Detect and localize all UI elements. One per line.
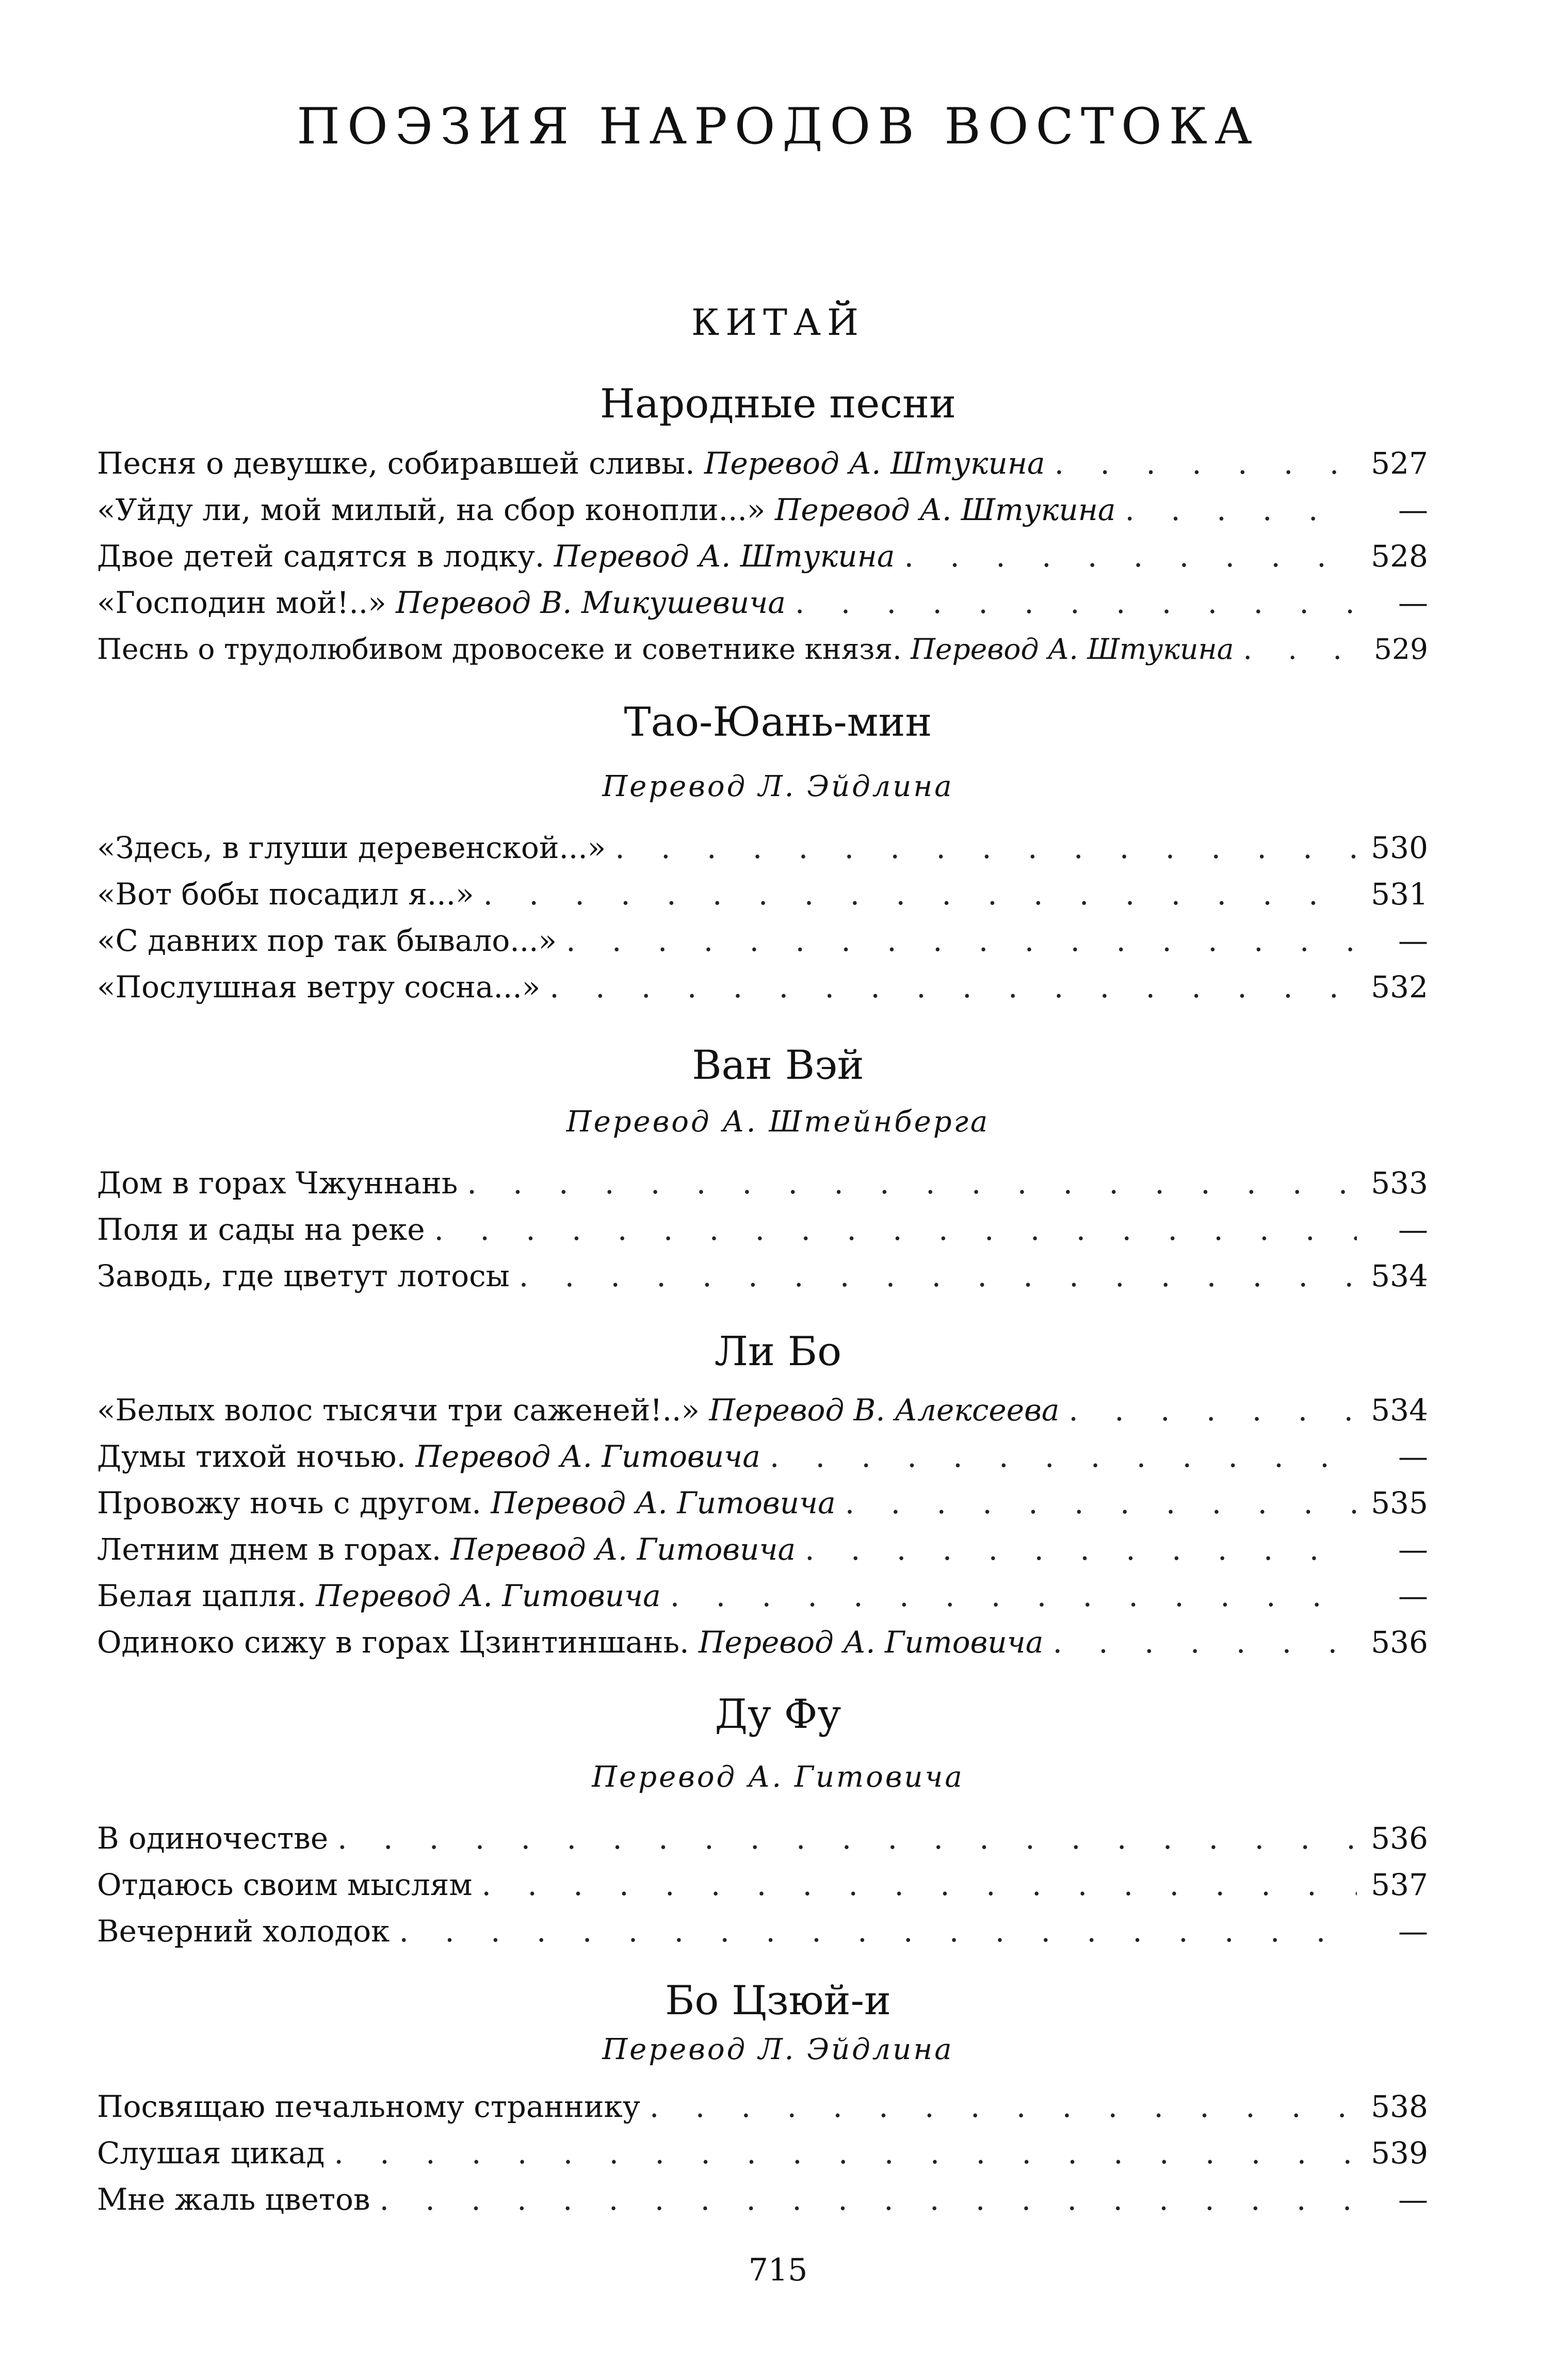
toc-entry — [97, 1209, 1428, 1250]
dot-leader — [549, 966, 1357, 1008]
entry-page: — — [1398, 1914, 1428, 1949]
entry-translation: Перевод А. Гитовича — [491, 1485, 836, 1520]
entry-title: «Здесь, в глуши деревенской...» — [97, 830, 606, 865]
group-translator: Перевод Л. Эйдлина — [602, 2033, 954, 2066]
dot-leader — [1052, 1622, 1357, 1663]
entry-page: 528 — [1371, 539, 1428, 574]
group-heading: Бо Цзюй-и — [665, 1978, 891, 2024]
entry-translation: Перевод А. Штукина — [704, 446, 1045, 481]
group-heading: Ду Фу — [715, 1691, 841, 1738]
entry-page: 529 — [1374, 633, 1428, 666]
entry-title: Посвящаю печальному страннику — [97, 2089, 640, 2124]
group-translator: Перевод Л. Эйдлина — [602, 770, 954, 803]
toc-entry — [97, 628, 1428, 670]
toc-entry — [97, 2179, 1428, 2220]
entry-title: Провожу ночь с другом. — [97, 1485, 481, 1520]
entry-page: — — [1398, 585, 1428, 620]
dot-leader — [904, 536, 1357, 577]
entry-page: 532 — [1371, 969, 1428, 1005]
toc-entry — [97, 1622, 1428, 1663]
group-translator: Перевод А. Штейнберга — [566, 1105, 990, 1139]
entry-title: Мне жаль цветов — [97, 2182, 370, 2217]
entry-title: Слушая цикад — [97, 2135, 325, 2171]
toc-entry — [97, 489, 1428, 530]
entry-page: — — [1398, 923, 1428, 958]
entry-translation: Перевод А. Штукина — [774, 492, 1116, 527]
dot-leader — [566, 920, 1357, 961]
dot-leader — [467, 1162, 1357, 1204]
entry-title: Белая цапля. — [97, 1578, 306, 1613]
entry-title: Поля и сады на реке — [97, 1212, 425, 1247]
toc-entry — [97, 2086, 1428, 2127]
dot-leader — [399, 1911, 1357, 1952]
entry-page: — — [1398, 1532, 1428, 1567]
toc-entry — [97, 966, 1428, 1008]
entry-title: Вечерний холодок — [97, 1914, 390, 1949]
group-heading: Тао-Юань-мин — [624, 699, 932, 746]
entry-title: Одиноко сижу в горах Цзинтиншань. — [97, 1625, 689, 1660]
group-heading: Народные песни — [599, 381, 957, 427]
dot-leader — [519, 1255, 1357, 1297]
entry-translation: Перевод А. Гитовича — [415, 1439, 760, 1474]
toc-entry — [97, 536, 1428, 577]
dot-leader — [615, 827, 1357, 868]
toc-entry — [97, 827, 1428, 868]
toc-entry — [97, 1529, 1428, 1570]
entry-title: «Уйду ли, мой милый, на сбор конопли...» — [97, 492, 766, 527]
entry-page: 534 — [1371, 1393, 1428, 1428]
toc-entry — [97, 443, 1428, 484]
entry-page: 537 — [1371, 1867, 1428, 1902]
toc-entry — [97, 920, 1428, 961]
dot-leader — [845, 1482, 1357, 1524]
dot-leader — [1125, 489, 1357, 530]
entry-page: — — [1398, 1578, 1428, 1613]
entry-title: «Белых волос тысячи три саженей!..» — [97, 1393, 700, 1428]
toc-entry — [97, 1162, 1428, 1204]
toc-entry — [97, 1389, 1428, 1431]
entry-page: 534 — [1371, 1258, 1428, 1293]
entry-title: Летним днем в горах. — [97, 1532, 442, 1567]
entry-title: Песня о девушке, собиравшей сливы. — [97, 446, 695, 481]
dot-leader — [795, 582, 1357, 623]
dot-leader — [1243, 628, 1357, 670]
toc-entry — [97, 1864, 1428, 1905]
entry-translation: Перевод А. Гитовича — [450, 1532, 796, 1567]
group-heading: Ли Бо — [714, 1329, 842, 1375]
toc-entry — [97, 1818, 1428, 1859]
entry-translation: Перевод А. Штукина — [911, 633, 1234, 666]
dot-leader — [483, 873, 1357, 915]
entry-page: 527 — [1371, 446, 1428, 481]
entry-title: Думы тихой ночью. — [97, 1439, 406, 1474]
toc-entry — [97, 1911, 1428, 1952]
page-number: 715 — [748, 2252, 808, 2288]
dot-leader — [380, 2179, 1357, 2220]
dot-leader — [482, 1864, 1357, 1905]
entry-translation: Перевод А. Гитовича — [316, 1578, 661, 1613]
entry-title: «Послушная ветру сосна...» — [97, 969, 541, 1005]
page-title: ПОЭЗИЯ НАРОДОВ ВОСТОКА — [297, 98, 1259, 155]
entry-title: «С давних пор так бывало...» — [97, 923, 557, 958]
dot-leader — [805, 1529, 1357, 1570]
entry-title: Дом в горах Чжуннань — [97, 1165, 458, 1201]
group-heading: Ван Вэй — [692, 1042, 864, 1089]
toc-entry — [97, 873, 1428, 915]
dot-leader — [1055, 443, 1357, 484]
entry-page: — — [1398, 1212, 1428, 1247]
entry-translation: Перевод В. Алексеева — [709, 1393, 1060, 1428]
entry-page: — — [1398, 1439, 1428, 1474]
entry-page: 536 — [1371, 1625, 1428, 1660]
entry-title: «Вот бобы посадил я...» — [97, 877, 474, 912]
entry-translation: Перевод В. Микушевича — [396, 585, 786, 620]
entry-page: 535 — [1371, 1485, 1428, 1520]
entry-title: «Господин мой!..» — [97, 585, 386, 620]
entry-page: 538 — [1371, 2089, 1428, 2124]
entry-translation: Перевод А. Штукина — [554, 539, 895, 574]
entry-page: — — [1398, 2182, 1428, 2217]
entry-title: Заводь, где цветут лотосы — [97, 1258, 510, 1293]
entry-title: Песнь о трудолюбивом дровосеке и советнике князя. — [97, 633, 902, 666]
section-title: КИТАЙ — [691, 301, 865, 344]
entry-page: 531 — [1371, 877, 1428, 912]
entry-page: 530 — [1371, 830, 1428, 865]
dot-leader — [650, 2086, 1357, 2127]
entry-page: — — [1398, 492, 1428, 527]
entry-page: 536 — [1371, 1821, 1428, 1856]
toc-entry — [97, 582, 1428, 623]
dot-leader — [434, 1209, 1357, 1250]
entry-title: В одиночестве — [97, 1821, 329, 1856]
group-translator: Перевод А. Гитовича — [592, 1760, 964, 1794]
toc-entry — [97, 1255, 1428, 1297]
dot-leader — [1068, 1389, 1357, 1431]
toc-entry — [97, 1482, 1428, 1524]
entry-page: 533 — [1371, 1165, 1428, 1201]
dot-leader — [337, 1818, 1357, 1859]
dot-leader — [334, 2132, 1357, 2174]
toc-entry — [97, 2132, 1428, 2174]
entry-page: 539 — [1371, 2135, 1428, 2171]
entry-title: Двое детей садятся в лодку. — [97, 539, 545, 574]
entry-translation: Перевод А. Гитовича — [698, 1625, 1044, 1660]
toc-entry — [97, 1575, 1428, 1616]
dot-leader — [770, 1436, 1357, 1477]
toc-entry — [97, 1436, 1428, 1477]
entry-title: Отдаюсь своим мыслям — [97, 1867, 473, 1902]
dot-leader — [670, 1575, 1357, 1616]
